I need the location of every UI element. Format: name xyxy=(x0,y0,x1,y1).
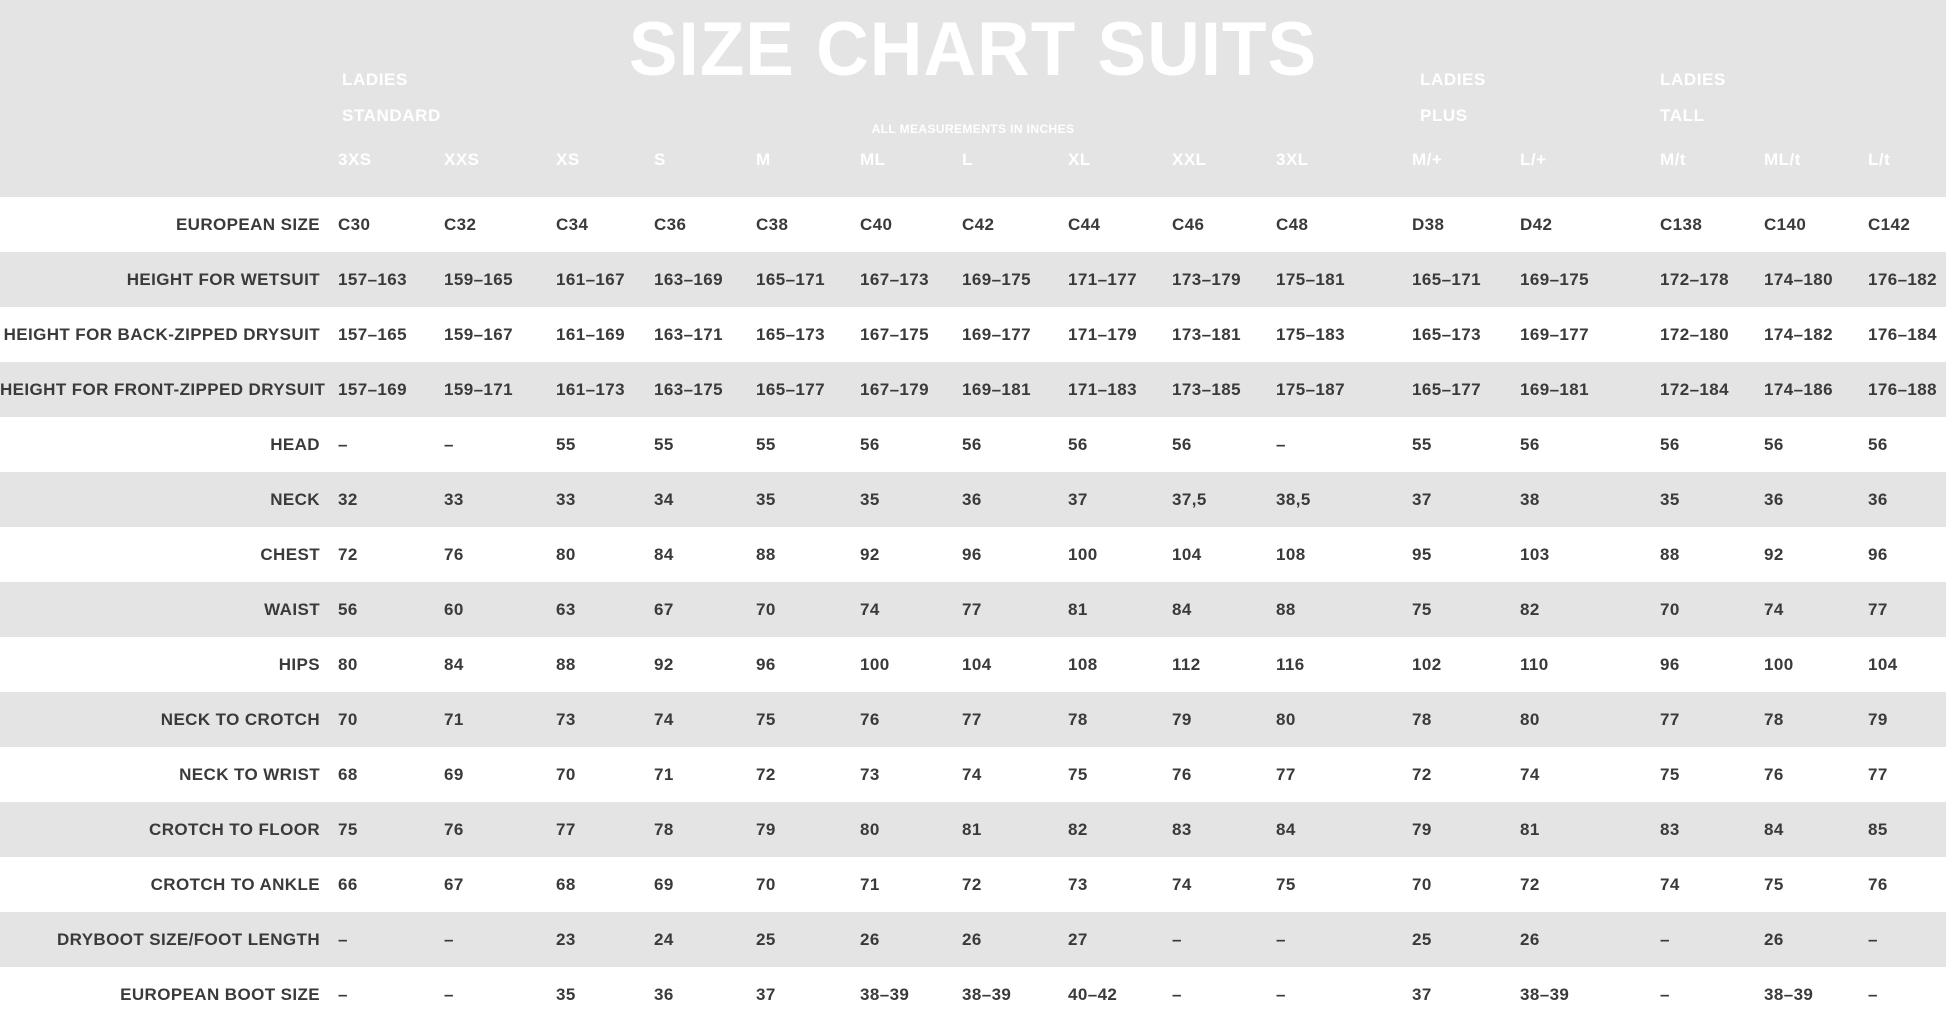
group-label-line2: PLUS xyxy=(1420,106,1468,125)
table-cell: 88 xyxy=(1276,599,1296,619)
table-cell: 76 xyxy=(444,544,464,564)
table-cell: 88 xyxy=(756,544,776,564)
table-cell: 75 xyxy=(1764,874,1784,894)
table-row xyxy=(0,527,1946,582)
table-cell: 72 xyxy=(1412,764,1432,784)
table-cell: C34 xyxy=(556,214,589,234)
table-cell: 167–173 xyxy=(860,269,929,289)
table-cell: 67 xyxy=(444,874,464,894)
table-cell: 56 xyxy=(1068,434,1088,454)
table-cell: 56 xyxy=(1868,434,1888,454)
table-cell: 167–179 xyxy=(860,379,929,399)
row-label: CROTCH TO FLOOR xyxy=(149,819,320,839)
table-cell: 36 xyxy=(654,984,674,1004)
table-cell: 74 xyxy=(1172,874,1192,894)
table-cell: 70 xyxy=(556,764,576,784)
table-cell: 71 xyxy=(860,874,880,894)
row-label: CROTCH TO ANKLE xyxy=(150,874,320,894)
table-cell: 75 xyxy=(1068,764,1088,784)
table-cell: 79 xyxy=(756,819,776,839)
table-cell: C48 xyxy=(1276,214,1309,234)
table-cell: 69 xyxy=(654,874,674,894)
table-cell: 75 xyxy=(338,819,358,839)
table-cell: 56 xyxy=(1520,434,1540,454)
table-row xyxy=(0,417,1946,472)
table-cell: 33 xyxy=(556,489,576,509)
group-label-ladies-standard xyxy=(342,62,441,134)
table-cell: 81 xyxy=(962,819,982,839)
table-cell: 176–182 xyxy=(1868,269,1937,289)
group-label-line2: STANDARD xyxy=(342,106,441,125)
size-column-header: L/t xyxy=(1868,150,1891,169)
table-cell: 73 xyxy=(860,764,880,784)
table-cell: 80 xyxy=(1520,709,1540,729)
table-cell: 169–181 xyxy=(1520,379,1589,399)
table-cell: 55 xyxy=(556,434,576,454)
table-cell: 77 xyxy=(1276,764,1296,784)
table-cell: 38–39 xyxy=(1764,984,1814,1004)
table-cell: 171–177 xyxy=(1068,269,1137,289)
table-cell: 26 xyxy=(1764,929,1784,949)
table-cell: 88 xyxy=(1660,544,1680,564)
row-label: HEAD xyxy=(270,434,320,454)
table-cell: C142 xyxy=(1868,214,1911,234)
table-cell: 69 xyxy=(444,764,464,784)
table-cell: 70 xyxy=(1660,599,1680,619)
row-label: HEIGHT FOR BACK-ZIPPED DRYSUIT xyxy=(3,324,320,344)
table-cell: 88 xyxy=(556,654,576,674)
table-cell: 25 xyxy=(1412,929,1432,949)
table-cell: 26 xyxy=(1520,929,1540,949)
table-cell: 70 xyxy=(756,599,776,619)
table-cell: C44 xyxy=(1068,214,1101,234)
table-cell: – xyxy=(1660,984,1670,1004)
table-cell: 165–177 xyxy=(756,379,825,399)
size-column-header: ML/t xyxy=(1764,150,1801,169)
table-cell: 103 xyxy=(1520,544,1550,564)
table-cell: 81 xyxy=(1068,599,1088,619)
table-cell: 56 xyxy=(860,434,880,454)
table-cell: C138 xyxy=(1660,214,1703,234)
size-column-header: XS xyxy=(556,150,580,169)
size-column-header: XXS xyxy=(444,150,480,169)
table-cell: 25 xyxy=(756,929,776,949)
row-label: DRYBOOT SIZE/FOOT LENGTH xyxy=(56,929,320,949)
table-cell: 24 xyxy=(654,929,674,949)
table-cell: 163–171 xyxy=(654,324,723,344)
table-cell: 72 xyxy=(1520,874,1540,894)
table-cell: 84 xyxy=(444,654,464,674)
table-cell: 75 xyxy=(1660,764,1680,784)
table-row xyxy=(0,197,1946,252)
table-cell: 84 xyxy=(1276,819,1296,839)
table-cell: 161–169 xyxy=(556,324,625,344)
table-cell: 37,5 xyxy=(1172,489,1207,509)
table-cell: 169–177 xyxy=(962,324,1031,344)
table-cell: 104 xyxy=(1868,654,1898,674)
table-cell: 80 xyxy=(860,819,880,839)
table-cell: D42 xyxy=(1520,214,1553,234)
table-cell: – xyxy=(338,984,348,1004)
table-cell: 77 xyxy=(1660,709,1680,729)
page-title: SIZE CHART SUITS xyxy=(628,7,1318,92)
table-cell: 75 xyxy=(756,709,776,729)
table-row xyxy=(0,802,1946,857)
table-cell: 79 xyxy=(1172,709,1192,729)
table-cell: C32 xyxy=(444,214,477,234)
table-cell: 84 xyxy=(1764,819,1784,839)
size-column-header: S xyxy=(654,150,666,169)
table-row xyxy=(0,252,1946,307)
table-cell: 175–183 xyxy=(1276,324,1345,344)
table-cell: 165–177 xyxy=(1412,379,1481,399)
table-cell: – xyxy=(444,929,454,949)
table-cell: – xyxy=(1172,984,1182,1004)
table-cell: 84 xyxy=(1172,599,1192,619)
table-cell: 71 xyxy=(654,764,674,784)
table-cell: 77 xyxy=(556,819,576,839)
table-cell: 100 xyxy=(1764,654,1794,674)
table-cell: 76 xyxy=(1764,764,1784,784)
table-cell: 100 xyxy=(1068,544,1098,564)
size-column-header: 3XS xyxy=(338,150,372,169)
table-cell: 175–181 xyxy=(1276,269,1345,289)
table-cell: 67 xyxy=(654,599,674,619)
table-cell: D38 xyxy=(1412,214,1445,234)
table-cell: 70 xyxy=(1412,874,1432,894)
table-cell: 110 xyxy=(1520,654,1549,674)
row-label: HIPS xyxy=(278,654,320,674)
table-cell: 78 xyxy=(1764,709,1784,729)
table-cell: C42 xyxy=(962,214,995,234)
table-cell: 165–171 xyxy=(756,269,825,289)
size-column-header: XXL xyxy=(1172,150,1207,169)
measurement-units-note: ALL MEASUREMENTS IN INCHES xyxy=(871,122,1075,136)
table-cell: 56 xyxy=(962,434,982,454)
table-cell: C36 xyxy=(654,214,687,234)
table-cell: 56 xyxy=(1660,434,1680,454)
table-cell: 174–180 xyxy=(1764,269,1833,289)
table-cell: 169–181 xyxy=(962,379,1031,399)
table-cell: 92 xyxy=(654,654,674,674)
table-cell: – xyxy=(444,434,454,454)
table-cell: 159–167 xyxy=(444,324,513,344)
table-cell: 96 xyxy=(962,544,982,564)
table-cell: 173–185 xyxy=(1172,379,1241,399)
table-cell: 80 xyxy=(1276,709,1296,729)
table-cell: 108 xyxy=(1068,654,1098,674)
group-label-line1: LADIES xyxy=(342,70,408,89)
table-cell: 40–42 xyxy=(1068,984,1118,1004)
table-cell: 74 xyxy=(962,764,982,784)
table-row xyxy=(0,307,1946,362)
table-cell: 74 xyxy=(654,709,674,729)
table-cell: 96 xyxy=(1868,544,1888,564)
table-cell: 60 xyxy=(444,599,464,619)
row-label: CHEST xyxy=(260,544,320,564)
table-cell: 116 xyxy=(1276,654,1305,674)
table-cell: 36 xyxy=(962,489,982,509)
row-label: HEIGHT FOR WETSUIT xyxy=(126,269,320,289)
table-cell: 84 xyxy=(654,544,674,564)
table-cell: 38,5 xyxy=(1276,489,1311,509)
table-cell: 112 xyxy=(1172,654,1201,674)
row-label: NECK TO CROTCH xyxy=(160,709,320,729)
table-cell: 108 xyxy=(1276,544,1306,564)
table-cell: – xyxy=(1868,984,1878,1004)
table-cell: 73 xyxy=(1068,874,1088,894)
table-cell: 78 xyxy=(654,819,674,839)
table-cell: 75 xyxy=(1412,599,1432,619)
table-cell: 38–39 xyxy=(1520,984,1570,1004)
table-cell: 56 xyxy=(1764,434,1784,454)
table-cell: 83 xyxy=(1660,819,1680,839)
table-cell: 76 xyxy=(1868,874,1888,894)
table-cell: 35 xyxy=(756,489,776,509)
table-cell: C140 xyxy=(1764,214,1807,234)
table-cell: 173–179 xyxy=(1172,269,1241,289)
table-cell: 169–175 xyxy=(1520,269,1589,289)
table-cell: 80 xyxy=(556,544,576,564)
table-cell: 82 xyxy=(1520,599,1540,619)
table-cell: 55 xyxy=(1412,434,1432,454)
size-column-header: XL xyxy=(1068,150,1091,169)
table-cell: 36 xyxy=(1764,489,1784,509)
table-cell: 35 xyxy=(556,984,576,1004)
table-cell: 175–187 xyxy=(1276,379,1345,399)
table-cell: 68 xyxy=(556,874,576,894)
table-cell: 102 xyxy=(1412,654,1442,674)
table-row xyxy=(0,637,1946,692)
table-cell: 163–169 xyxy=(654,269,723,289)
table-row xyxy=(0,967,1946,1022)
table-cell: 96 xyxy=(1660,654,1680,674)
table-cell: 172–178 xyxy=(1660,269,1729,289)
table-cell: C46 xyxy=(1172,214,1205,234)
table-row xyxy=(0,912,1946,967)
table-cell: 37 xyxy=(756,984,776,1004)
table-cell: 159–171 xyxy=(444,379,513,399)
table-cell: 56 xyxy=(1172,434,1192,454)
table-cell: C38 xyxy=(756,214,789,234)
table-cell: 34 xyxy=(654,489,674,509)
table-cell: 77 xyxy=(962,599,982,619)
table-cell: 37 xyxy=(1068,489,1088,509)
table-cell: C30 xyxy=(338,214,371,234)
table-cell: 63 xyxy=(556,599,576,619)
size-column-header: L/+ xyxy=(1520,150,1547,169)
table-cell: 79 xyxy=(1412,819,1432,839)
table-cell: 171–179 xyxy=(1068,324,1137,344)
table-cell: 80 xyxy=(338,654,358,674)
table-cell: 100 xyxy=(860,654,890,674)
size-column-header: L xyxy=(962,150,973,169)
table-cell: 157–163 xyxy=(338,269,407,289)
group-label-ladies-tall xyxy=(1660,62,1726,134)
table-cell: 38–39 xyxy=(860,984,910,1004)
table-cell: 157–169 xyxy=(338,379,407,399)
table-cell: 169–175 xyxy=(962,269,1031,289)
table-cell: 74 xyxy=(1764,599,1784,619)
table-cell: 74 xyxy=(860,599,880,619)
size-header-row xyxy=(0,150,1946,190)
table-cell: 167–175 xyxy=(860,324,929,344)
row-label: WAIST xyxy=(264,599,320,619)
table-cell: 172–180 xyxy=(1660,324,1729,344)
table-cell: 161–167 xyxy=(556,269,625,289)
table-cell: – xyxy=(1276,929,1286,949)
table-cell: 72 xyxy=(962,874,982,894)
table-cell: 104 xyxy=(962,654,992,674)
table-cell: 75 xyxy=(1276,874,1296,894)
table-cell: 165–171 xyxy=(1412,269,1481,289)
table-cell: 26 xyxy=(860,929,880,949)
group-label-ladies-plus xyxy=(1420,62,1486,134)
table-cell: 165–173 xyxy=(1412,324,1481,344)
table-cell: – xyxy=(1868,929,1878,949)
table-cell: 79 xyxy=(1868,709,1888,729)
table-cell: 83 xyxy=(1172,819,1192,839)
table-cell: 82 xyxy=(1068,819,1088,839)
group-label-line1: LADIES xyxy=(1660,70,1726,89)
row-label: EUROPEAN BOOT SIZE xyxy=(120,984,320,1004)
size-column-header: M xyxy=(756,150,771,169)
table-row xyxy=(0,362,1946,417)
table-cell: 81 xyxy=(1520,819,1540,839)
row-label: NECK TO WRIST xyxy=(179,764,320,784)
table-cell: 157–165 xyxy=(338,324,407,344)
table-cell: – xyxy=(338,929,348,949)
table-cell: – xyxy=(338,434,348,454)
table-cell: 76 xyxy=(1172,764,1192,784)
table-cell: 174–182 xyxy=(1764,324,1833,344)
table-cell: 172–184 xyxy=(1660,379,1729,399)
table-cell: 165–173 xyxy=(756,324,825,344)
table-cell: 76 xyxy=(444,819,464,839)
table-cell: 35 xyxy=(1660,489,1680,509)
chart-header xyxy=(0,0,1946,197)
table-cell: 72 xyxy=(756,764,776,784)
table-cell: 36 xyxy=(1868,489,1888,509)
table-cell: 70 xyxy=(756,874,776,894)
table-cell: 72 xyxy=(338,544,358,564)
row-label: HEIGHT FOR FRONT-ZIPPED DRYSUIT xyxy=(0,379,326,399)
table-cell: 27 xyxy=(1068,929,1088,949)
table-cell: 159–165 xyxy=(444,269,513,289)
table-cell: 71 xyxy=(444,709,464,729)
table-cell: 68 xyxy=(338,764,358,784)
table-cell: 38–39 xyxy=(962,984,1012,1004)
table-cell: 78 xyxy=(1412,709,1432,729)
size-column-header: ML xyxy=(860,150,886,169)
table-cell: 56 xyxy=(338,599,358,619)
size-chart-table xyxy=(0,197,1946,1022)
table-cell: 33 xyxy=(444,489,464,509)
table-row xyxy=(0,472,1946,527)
table-cell: 76 xyxy=(860,709,880,729)
row-label: NECK xyxy=(270,489,320,509)
table-cell: 26 xyxy=(962,929,982,949)
size-column-header: M/+ xyxy=(1412,150,1443,169)
table-cell: 104 xyxy=(1172,544,1202,564)
table-cell: 171–183 xyxy=(1068,379,1137,399)
table-cell: 78 xyxy=(1068,709,1088,729)
table-cell: 77 xyxy=(1868,599,1888,619)
table-cell: 92 xyxy=(860,544,880,564)
table-cell: 23 xyxy=(556,929,576,949)
table-row xyxy=(0,857,1946,912)
table-row xyxy=(0,747,1946,802)
table-cell: 161–173 xyxy=(556,379,625,399)
table-cell: 55 xyxy=(654,434,674,454)
table-cell: 77 xyxy=(1868,764,1888,784)
size-column-header: M/t xyxy=(1660,150,1687,169)
group-label-line1: LADIES xyxy=(1420,70,1486,89)
size-column-header: 3XL xyxy=(1276,150,1309,169)
table-cell: 95 xyxy=(1412,544,1432,564)
table-cell: 173–181 xyxy=(1172,324,1241,344)
table-cell: 55 xyxy=(756,434,776,454)
table-cell: 37 xyxy=(1412,489,1432,509)
table-cell: 96 xyxy=(756,654,776,674)
table-cell: 163–175 xyxy=(654,379,723,399)
table-cell: – xyxy=(1276,434,1286,454)
table-cell: 74 xyxy=(1660,874,1680,894)
table-cell: – xyxy=(1660,929,1670,949)
table-cell: 85 xyxy=(1868,819,1888,839)
table-row xyxy=(0,692,1946,747)
table-cell: 38 xyxy=(1520,489,1540,509)
row-label: EUROPEAN SIZE xyxy=(175,214,320,234)
table-cell: – xyxy=(1172,929,1182,949)
table-cell: 174–186 xyxy=(1764,379,1833,399)
table-cell: 73 xyxy=(556,709,576,729)
table-cell: 66 xyxy=(338,874,358,894)
table-cell: 176–188 xyxy=(1868,379,1937,399)
table-cell: 32 xyxy=(338,489,358,509)
table-cell: 35 xyxy=(860,489,880,509)
table-cell: – xyxy=(1276,984,1286,1004)
table-cell: – xyxy=(444,984,454,1004)
table-cell: 92 xyxy=(1764,544,1784,564)
table-cell: 169–177 xyxy=(1520,324,1589,344)
table-cell: C40 xyxy=(860,214,893,234)
table-cell: 37 xyxy=(1412,984,1432,1004)
group-label-line2: TALL xyxy=(1660,106,1705,125)
table-row xyxy=(0,582,1946,637)
table-cell: 74 xyxy=(1520,764,1540,784)
table-cell: 70 xyxy=(338,709,358,729)
table-cell: 176–184 xyxy=(1868,324,1937,344)
table-cell: 77 xyxy=(962,709,982,729)
